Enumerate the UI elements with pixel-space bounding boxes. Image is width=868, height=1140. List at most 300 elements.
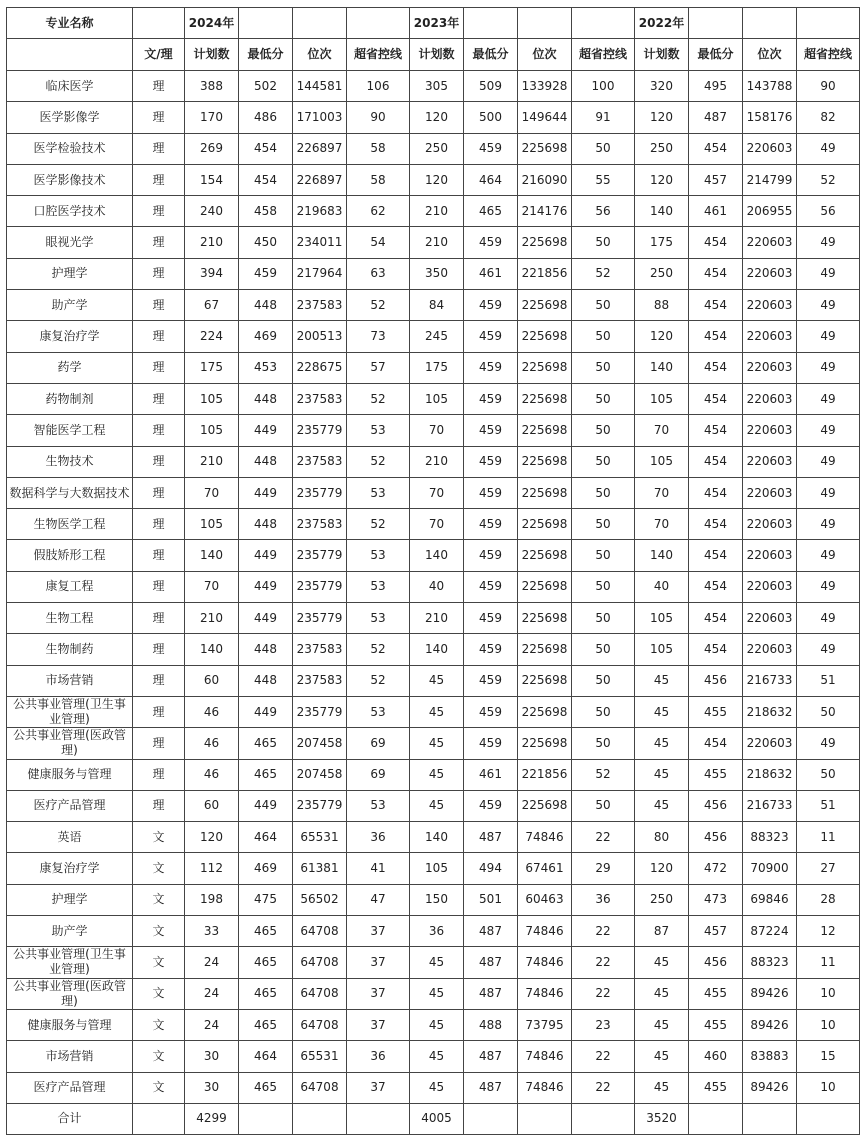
rank-2022: 87224 (743, 916, 797, 947)
plan-count-2024: 269 (185, 133, 239, 164)
rank-2022: 220603 (743, 258, 797, 289)
min-score-2024: 449 (239, 696, 293, 727)
min-score-2024: 449 (239, 540, 293, 571)
rank-2023: 221856 (518, 258, 572, 289)
min-score-2022: 455 (689, 1072, 743, 1103)
above-line-2022: 49 (797, 258, 860, 289)
table-row (7, 133, 860, 164)
rank-2023: 225698 (518, 290, 572, 321)
empty-cell (572, 8, 635, 39)
above-line-2024: 63 (347, 258, 410, 289)
min-score-2024: 465 (239, 1009, 293, 1040)
plan-count-2022: 45 (635, 696, 689, 727)
above-line-2023: 52 (572, 759, 635, 790)
rank-2023: 225698 (518, 446, 572, 477)
above-line-2024: 69 (347, 759, 410, 790)
plan-count-2023: 245 (410, 321, 464, 352)
empty-cell (689, 1103, 743, 1134)
above-line-2023: 50 (572, 509, 635, 540)
rank-2022: 69846 (743, 884, 797, 915)
above-line-2024: 53 (347, 603, 410, 634)
min-score-2022: 454 (689, 383, 743, 414)
plan-count-2024: 120 (185, 822, 239, 853)
min-score-2022: 455 (689, 1009, 743, 1040)
above-line-2022: 49 (797, 728, 860, 759)
rank-2022: 220603 (743, 415, 797, 446)
above-line-2022: 11 (797, 947, 860, 978)
above-line-2022: 50 (797, 759, 860, 790)
above-line-2023: 22 (572, 1041, 635, 1072)
empty-cell (518, 8, 572, 39)
rank-2024: 235779 (293, 790, 347, 821)
major-name: 康复治疗学 (7, 853, 133, 884)
above-line-2022: 49 (797, 133, 860, 164)
table-row (7, 352, 860, 383)
rank-2022: 143788 (743, 71, 797, 102)
min-score-2024: 449 (239, 571, 293, 602)
rank-2024: 207458 (293, 728, 347, 759)
min-score-2024: 448 (239, 634, 293, 665)
rank-2022: 158176 (743, 102, 797, 133)
min-score-2024: 464 (239, 822, 293, 853)
min-score-2022: 472 (689, 853, 743, 884)
above-line-2024: 52 (347, 383, 410, 414)
rank-2023: 225698 (518, 728, 572, 759)
rank-2022: 220603 (743, 352, 797, 383)
above-line-2023: 50 (572, 634, 635, 665)
table-row (7, 258, 860, 289)
table-row (7, 696, 860, 727)
min-score-2024: 464 (239, 1041, 293, 1072)
min-score-2023: 459 (464, 790, 518, 821)
above-line-2022: 49 (797, 540, 860, 571)
plan-count-2024: 105 (185, 509, 239, 540)
plan-count-2022: 45 (635, 1009, 689, 1040)
major-name: 市场营销 (7, 665, 133, 696)
above-line-2024: 52 (347, 509, 410, 540)
rank-2024: 65531 (293, 1041, 347, 1072)
rank-2024: 217964 (293, 258, 347, 289)
rank-2022: 206955 (743, 196, 797, 227)
above-line-2022: 49 (797, 290, 860, 321)
rank-2023: 60463 (518, 884, 572, 915)
total-2023: 4005 (410, 1103, 464, 1134)
major-name: 假肢矫形工程 (7, 540, 133, 571)
above-line-2024: 53 (347, 477, 410, 508)
above-line-2024: 58 (347, 133, 410, 164)
admission-score-table (6, 7, 860, 1135)
min-score-2024: 448 (239, 446, 293, 477)
min-score-2022: 454 (689, 352, 743, 383)
above-line-2022: 56 (797, 196, 860, 227)
plan-count-2023: 210 (410, 196, 464, 227)
major-name: 生物医学工程 (7, 509, 133, 540)
min-score-2022: 460 (689, 1041, 743, 1072)
min-score-2022: 495 (689, 71, 743, 102)
above-line-2022: 10 (797, 1009, 860, 1040)
table-row (7, 665, 860, 696)
plan-count-2022: 87 (635, 916, 689, 947)
plan-count-2022: 45 (635, 728, 689, 759)
plan-count-2023: 45 (410, 1009, 464, 1040)
plan-count-2022: 45 (635, 790, 689, 821)
min-score-2023: 509 (464, 71, 518, 102)
min-score-2022: 454 (689, 571, 743, 602)
rank-2023: 225698 (518, 634, 572, 665)
rank-2023: 225698 (518, 540, 572, 571)
rank-2023: 73795 (518, 1009, 572, 1040)
above-line-2023: 52 (572, 258, 635, 289)
above-line-2022: 51 (797, 665, 860, 696)
plan-count-2024: 70 (185, 571, 239, 602)
table-row (7, 321, 860, 352)
major-name: 健康服务与管理 (7, 759, 133, 790)
major-name: 公共事业管理(卫生事业管理) (7, 947, 133, 978)
min-score-2024: 448 (239, 509, 293, 540)
plan-count-2024: 30 (185, 1041, 239, 1072)
plan-count-2024: 67 (185, 290, 239, 321)
empty-cell (7, 39, 133, 71)
rank-2024: 144581 (293, 71, 347, 102)
above-line-2022: 49 (797, 446, 860, 477)
rank-2022: 220603 (743, 477, 797, 508)
min-score-2024: 465 (239, 759, 293, 790)
major-name: 助产学 (7, 290, 133, 321)
major-name: 医疗产品管理 (7, 1072, 133, 1103)
major-name: 药学 (7, 352, 133, 383)
rank-2023: 225698 (518, 790, 572, 821)
rank-2022: 220603 (743, 227, 797, 258)
min-score-2023: 461 (464, 258, 518, 289)
subject-type: 理 (133, 321, 185, 352)
plan-count-2023: 70 (410, 415, 464, 446)
above-line-2024: 57 (347, 352, 410, 383)
above-line-2022: 49 (797, 415, 860, 446)
min-score-2024: 465 (239, 1072, 293, 1103)
empty-cell (797, 8, 860, 39)
rank-2022: 220603 (743, 321, 797, 352)
rank-2024: 228675 (293, 352, 347, 383)
plan-count-header: 计划数 (635, 39, 689, 71)
empty-cell (689, 8, 743, 39)
min-score-2023: 459 (464, 415, 518, 446)
total-row (7, 1103, 860, 1134)
min-score-2024: 449 (239, 790, 293, 821)
table-row (7, 916, 860, 947)
above-line-2024: 54 (347, 227, 410, 258)
above-line-2022: 49 (797, 509, 860, 540)
min-score-2024: 465 (239, 728, 293, 759)
subject-type: 理 (133, 164, 185, 195)
plan-count-2023: 210 (410, 446, 464, 477)
rank-2022: 88323 (743, 947, 797, 978)
total-2024: 4299 (185, 1103, 239, 1134)
min-score-2024: 469 (239, 853, 293, 884)
table-row (7, 571, 860, 602)
min-score-2023: 487 (464, 1041, 518, 1072)
empty-cell (347, 8, 410, 39)
rank-2024: 64708 (293, 947, 347, 978)
plan-count-2022: 250 (635, 258, 689, 289)
plan-count-2024: 224 (185, 321, 239, 352)
plan-count-2023: 105 (410, 383, 464, 414)
empty-cell (293, 8, 347, 39)
plan-count-2023: 45 (410, 696, 464, 727)
min-score-2022: 454 (689, 258, 743, 289)
empty-cell (518, 1103, 572, 1134)
plan-count-2024: 240 (185, 196, 239, 227)
plan-count-2024: 105 (185, 415, 239, 446)
rank-2023: 216090 (518, 164, 572, 195)
min-score-2022: 454 (689, 540, 743, 571)
plan-count-header: 计划数 (410, 39, 464, 71)
min-score-2022: 454 (689, 227, 743, 258)
above-line-2024: 53 (347, 540, 410, 571)
rank-2022: 89426 (743, 1072, 797, 1103)
min-score-2023: 487 (464, 1072, 518, 1103)
min-score-2023: 494 (464, 853, 518, 884)
plan-count-2022: 140 (635, 196, 689, 227)
rank-header: 位次 (743, 39, 797, 71)
min-score-2023: 459 (464, 696, 518, 727)
plan-count-2024: 210 (185, 446, 239, 477)
above-line-2023: 50 (572, 603, 635, 634)
major-name: 智能医学工程 (7, 415, 133, 446)
min-score-2022: 454 (689, 728, 743, 759)
plan-count-2022: 88 (635, 290, 689, 321)
table-row (7, 884, 860, 915)
rank-2023: 214176 (518, 196, 572, 227)
rank-2023: 74846 (518, 978, 572, 1009)
rank-2024: 234011 (293, 227, 347, 258)
min-score-2022: 455 (689, 759, 743, 790)
rank-2023: 225698 (518, 665, 572, 696)
plan-count-2022: 120 (635, 164, 689, 195)
min-score-2022: 454 (689, 321, 743, 352)
min-score-2024: 465 (239, 916, 293, 947)
subject-type: 文 (133, 916, 185, 947)
min-score-2023: 459 (464, 728, 518, 759)
rank-2022: 88323 (743, 822, 797, 853)
subject-type: 文 (133, 947, 185, 978)
plan-count-2024: 60 (185, 665, 239, 696)
plan-count-2023: 210 (410, 603, 464, 634)
table-row (7, 227, 860, 258)
min-score-2022: 454 (689, 603, 743, 634)
rank-2023: 225698 (518, 383, 572, 414)
plan-count-2022: 105 (635, 603, 689, 634)
min-score-2022: 455 (689, 696, 743, 727)
rank-2024: 200513 (293, 321, 347, 352)
above-line-header: 超省控线 (572, 39, 635, 71)
above-line-2024: 106 (347, 71, 410, 102)
subject-type: 理 (133, 790, 185, 821)
rank-2022: 89426 (743, 978, 797, 1009)
major-name: 数据科学与大数据技术 (7, 477, 133, 508)
rank-2024: 64708 (293, 916, 347, 947)
table-row (7, 1009, 860, 1040)
plan-count-2023: 45 (410, 947, 464, 978)
subject-type: 理 (133, 383, 185, 414)
table-row (7, 1041, 860, 1072)
min-score-header: 最低分 (689, 39, 743, 71)
rank-2023: 225698 (518, 509, 572, 540)
empty-cell (133, 1103, 185, 1134)
subject-type: 文 (133, 822, 185, 853)
min-score-2022: 454 (689, 133, 743, 164)
subject-type: 文 (133, 1009, 185, 1040)
min-score-2022: 454 (689, 477, 743, 508)
major-name: 公共事业管理(医政管理) (7, 728, 133, 759)
rank-2024: 235779 (293, 696, 347, 727)
subject-type: 理 (133, 227, 185, 258)
plan-count-2024: 210 (185, 603, 239, 634)
major-name: 临床医学 (7, 71, 133, 102)
rank-2024: 171003 (293, 102, 347, 133)
min-score-2023: 461 (464, 759, 518, 790)
rank-2024: 56502 (293, 884, 347, 915)
year-header-row (7, 8, 860, 39)
table-row (7, 540, 860, 571)
min-score-2022: 487 (689, 102, 743, 133)
plan-count-2023: 140 (410, 634, 464, 665)
subject-type: 理 (133, 133, 185, 164)
plan-count-2024: 175 (185, 352, 239, 383)
rank-2023: 74846 (518, 916, 572, 947)
above-line-2024: 52 (347, 290, 410, 321)
major-name: 康复工程 (7, 571, 133, 602)
major-name: 医学影像学 (7, 102, 133, 133)
plan-count-2022: 45 (635, 665, 689, 696)
rank-2022: 220603 (743, 540, 797, 571)
major-name: 公共事业管理(卫生事业管理) (7, 696, 133, 727)
above-line-2022: 49 (797, 227, 860, 258)
year-header-2024: 2024年 (185, 8, 239, 39)
min-score-2024: 459 (239, 258, 293, 289)
major-name: 医学影像技术 (7, 164, 133, 195)
rank-2022: 89426 (743, 1009, 797, 1040)
above-line-2024: 53 (347, 415, 410, 446)
above-line-2024: 52 (347, 446, 410, 477)
above-line-2023: 50 (572, 290, 635, 321)
above-line-2023: 50 (572, 321, 635, 352)
total-label: 合计 (7, 1103, 133, 1134)
min-score-2024: 458 (239, 196, 293, 227)
column-header-row (7, 39, 860, 71)
subject-type: 文 (133, 853, 185, 884)
rank-2022: 216733 (743, 665, 797, 696)
rank-2024: 237583 (293, 665, 347, 696)
table-row (7, 947, 860, 978)
rank-2024: 207458 (293, 759, 347, 790)
above-line-2023: 56 (572, 196, 635, 227)
plan-count-header: 计划数 (185, 39, 239, 71)
min-score-2023: 459 (464, 446, 518, 477)
plan-count-2022: 80 (635, 822, 689, 853)
plan-count-2023: 45 (410, 978, 464, 1009)
rank-2024: 237583 (293, 383, 347, 414)
plan-count-2023: 250 (410, 133, 464, 164)
above-line-2022: 27 (797, 853, 860, 884)
rank-2023: 74846 (518, 947, 572, 978)
rank-2023: 133928 (518, 71, 572, 102)
major-name: 康复治疗学 (7, 321, 133, 352)
rank-2022: 220603 (743, 571, 797, 602)
above-line-2024: 52 (347, 634, 410, 665)
above-line-2023: 29 (572, 853, 635, 884)
plan-count-2024: 198 (185, 884, 239, 915)
plan-count-2022: 105 (635, 446, 689, 477)
rank-2023: 221856 (518, 759, 572, 790)
above-line-2024: 52 (347, 665, 410, 696)
min-score-2023: 459 (464, 571, 518, 602)
plan-count-2024: 46 (185, 759, 239, 790)
empty-cell (743, 1103, 797, 1134)
plan-count-2023: 210 (410, 227, 464, 258)
min-score-2022: 454 (689, 634, 743, 665)
rank-2023: 225698 (518, 415, 572, 446)
rank-2023: 225698 (518, 133, 572, 164)
min-score-2023: 487 (464, 947, 518, 978)
above-line-2024: 69 (347, 728, 410, 759)
rank-2024: 65531 (293, 822, 347, 853)
table-row (7, 415, 860, 446)
above-line-2024: 53 (347, 696, 410, 727)
table-row (7, 477, 860, 508)
rank-2024: 226897 (293, 164, 347, 195)
above-line-2022: 49 (797, 634, 860, 665)
rank-2024: 235779 (293, 603, 347, 634)
above-line-2023: 22 (572, 1072, 635, 1103)
min-score-2022: 473 (689, 884, 743, 915)
subject-type: 理 (133, 759, 185, 790)
min-score-2022: 454 (689, 509, 743, 540)
rank-2024: 219683 (293, 196, 347, 227)
rank-2022: 220603 (743, 728, 797, 759)
min-score-2023: 459 (464, 383, 518, 414)
min-score-2024: 453 (239, 352, 293, 383)
empty-cell (347, 1103, 410, 1134)
rank-2023: 225698 (518, 352, 572, 383)
above-line-2023: 50 (572, 383, 635, 414)
rank-2023: 149644 (518, 102, 572, 133)
plan-count-2022: 175 (635, 227, 689, 258)
year-header-2022: 2022年 (635, 8, 689, 39)
min-score-2024: 449 (239, 415, 293, 446)
rank-2022: 218632 (743, 696, 797, 727)
plan-count-2024: 388 (185, 71, 239, 102)
min-score-2023: 459 (464, 665, 518, 696)
min-score-2022: 455 (689, 978, 743, 1009)
major-name: 眼视光学 (7, 227, 133, 258)
rank-2022: 220603 (743, 383, 797, 414)
above-line-2022: 10 (797, 978, 860, 1009)
table-row (7, 759, 860, 790)
subject-type: 理 (133, 290, 185, 321)
table-row (7, 383, 860, 414)
plan-count-2023: 70 (410, 477, 464, 508)
plan-count-2024: 46 (185, 696, 239, 727)
plan-count-2023: 45 (410, 665, 464, 696)
plan-count-2023: 45 (410, 790, 464, 821)
above-line-2022: 82 (797, 102, 860, 133)
plan-count-2023: 45 (410, 1072, 464, 1103)
type-header: 文/理 (133, 39, 185, 71)
above-line-2023: 22 (572, 947, 635, 978)
min-score-2022: 456 (689, 822, 743, 853)
plan-count-2024: 112 (185, 853, 239, 884)
above-line-2022: 49 (797, 383, 860, 414)
